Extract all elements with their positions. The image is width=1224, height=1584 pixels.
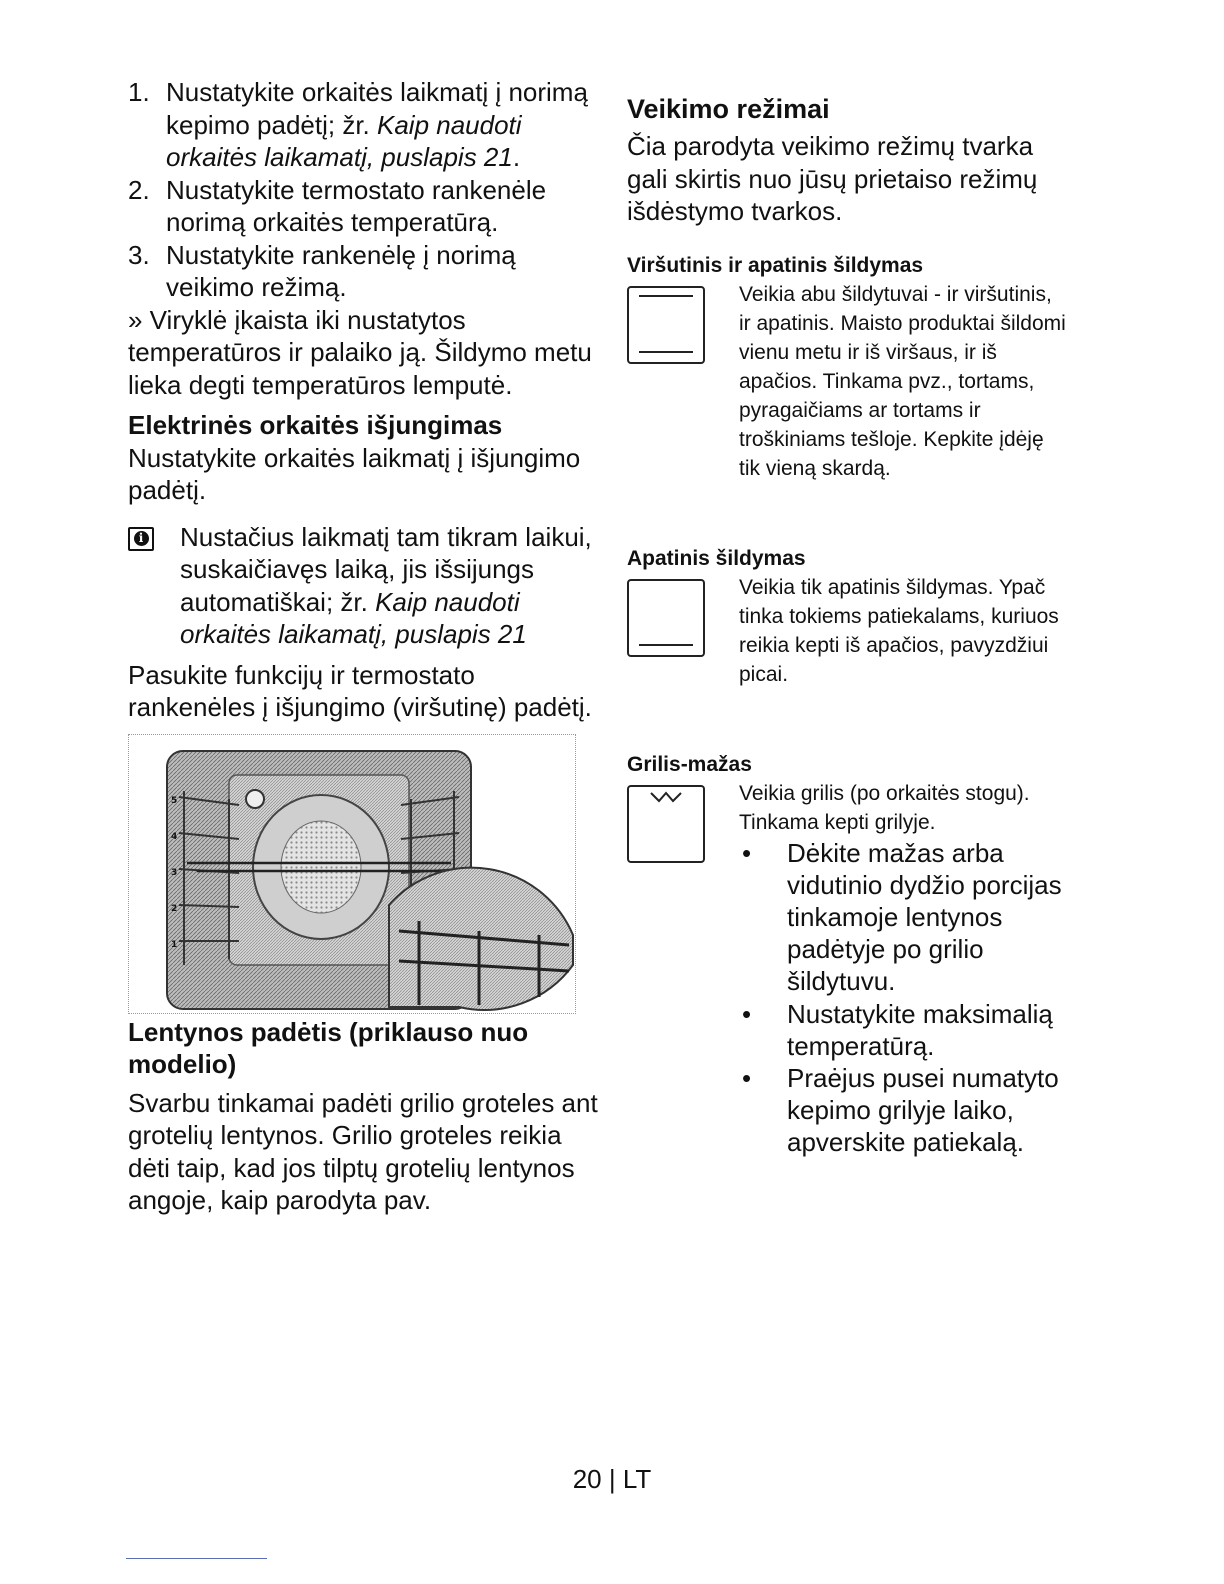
bottom-heating-icon bbox=[627, 579, 705, 657]
section-intro: Čia parodyta veikimo režimų tvarka gali skirtis nuo jūsų prietaiso režimų išdėstymo tvarkos. bbox=[627, 131, 1038, 226]
level-label: 1 bbox=[171, 939, 178, 950]
oven-interior-illustration bbox=[129, 735, 575, 1013]
step-text: Nustatykite rankenėlę į norimą veikimo režimą. bbox=[166, 239, 516, 302]
mode-title: Viršutinis ir apatinis šildymas bbox=[627, 253, 924, 277]
result-text: » Viryklė įkaista iki nustatytos temperatūros ir palaiko ją. Šildymo metu lieka degti temperatūros lemputė. bbox=[128, 304, 592, 400]
shelf-text: Svarbu tinkamai padėti grilio groteles ant grotelių lentynos. Grilio groteles reikia dėti taip, kad jos tilptų grotelių lentynos angoje, kaip parodyta pav. bbox=[128, 1087, 598, 1215]
list-item: • Dėkite mažas arba vidutinio dydžio porcijas tinkamoje lentynos padėtyje po grilio šildytuvu. bbox=[742, 837, 1062, 997]
list-item bbox=[128, 76, 603, 174]
list-item bbox=[128, 174, 603, 239]
step-text: Nustatykite termostato rankenėle norimą orkaitės temperatūrą. bbox=[166, 174, 547, 237]
mode-title: Grilis-mažas bbox=[627, 752, 752, 776]
small-grill-icon bbox=[627, 785, 705, 863]
top-bottom-heating-icon bbox=[627, 286, 705, 364]
turn-off-text: Pasukite funkcijų ir termostato rankenėles į išjungimo (viršutinę) padėtį. bbox=[128, 659, 592, 722]
step-text: Nustatykite orkaitės laikmatį į norimą kepimo padėtį; žr. bbox=[166, 77, 588, 140]
oven-shelf-figure bbox=[128, 734, 576, 1014]
zoom-detail bbox=[389, 867, 573, 1009]
level-label: 5 bbox=[171, 795, 178, 806]
grill-bullets bbox=[739, 837, 1067, 1159]
mode-bottom bbox=[627, 573, 1067, 689]
mode-description: Veikia tik apatinis šildymas. Ypač tinka tokiems patiekalams, kuriuos reikia kepti iš apačios, pavyzdžiui picai. bbox=[739, 575, 1059, 686]
mode-title: Apatinis šildymas bbox=[627, 546, 806, 570]
list-item: • Nustatykite maksimalią temperatūrą. bbox=[742, 998, 1053, 1061]
shelf-heading: Lentynos padėtis (priklauso nuo modelio) bbox=[128, 1016, 529, 1079]
left-column bbox=[128, 76, 603, 1217]
level-label: 4 bbox=[171, 831, 178, 842]
off-heading: Elektrinės orkaitės išjungimas bbox=[128, 410, 503, 440]
note-reference: Kaip naudoti orkaitės laikamatį, puslapis 21 bbox=[180, 586, 527, 649]
info-icon: i bbox=[128, 527, 154, 551]
step-reference: Kaip naudoti orkaitės laikamatį, puslapis 21 bbox=[166, 109, 522, 172]
step-number: 1. bbox=[128, 77, 150, 107]
mode-description: Veikia grilis (po orkaitės stogu). Tinkama kepti grilyje. bbox=[739, 781, 1030, 834]
info-note bbox=[128, 521, 603, 651]
mode-small-grill bbox=[627, 779, 1067, 837]
mode-top-bottom bbox=[627, 280, 1067, 483]
note-text: Nustačius laikmatį tam tikram laikui, suskaičiavęs laiką, jis išsijungs automatiškai; žr. bbox=[180, 521, 592, 617]
page-number: 20 | LT bbox=[572, 1464, 652, 1494]
step-number: 3. bbox=[128, 239, 150, 270]
right-column bbox=[627, 92, 1067, 1159]
level-label: 2 bbox=[171, 903, 178, 914]
steps-list bbox=[128, 76, 603, 304]
step-number: 2. bbox=[128, 174, 150, 205]
list-item bbox=[128, 239, 603, 304]
mode-description: Veikia abu šildytuvai - ir viršutinis, ir apatinis. Maisto produktai šildomi vienu metu ir iš viršaus, ir iš apačios. Tinkama pvz., tortams, pyragaičiams ar tortams ir troškiniams tešloje. Kepkite įdėję tik vieną skardą. bbox=[739, 282, 1066, 480]
section-title: Veikimo režimai bbox=[627, 94, 830, 124]
list-item: • Praėjus pusei numatyto kepimo grilyje laiko, apverskite patiekalą. bbox=[742, 1062, 1059, 1158]
footer-divider bbox=[126, 1558, 267, 1559]
step-end: . bbox=[512, 142, 521, 172]
level-label: 3 bbox=[171, 867, 178, 878]
off-text: Nustatykite orkaitės laikmatį į išjungimo padėtį. bbox=[128, 442, 581, 505]
